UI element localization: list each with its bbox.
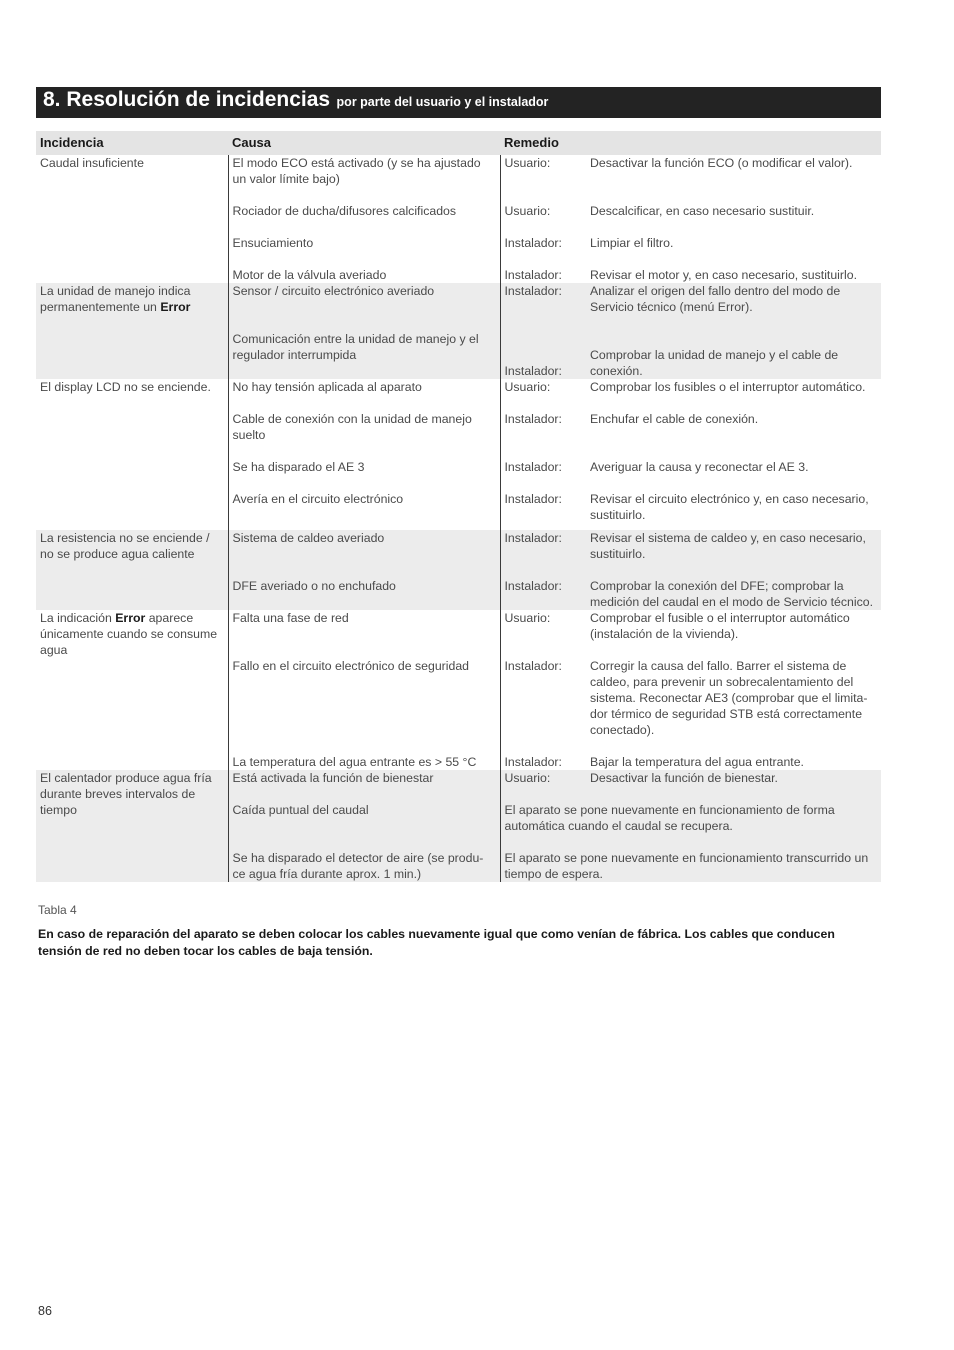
- remedio-cell: Descalcificar, en caso necesario sustituir.: [590, 204, 815, 218]
- incidencia-cell: Caudal insuficiente: [36, 155, 228, 283]
- table-row: [36, 530, 881, 562]
- responsable-cell: Instalador:: [504, 236, 562, 250]
- remedio-cell: Desactivar la función ECO (o modificar el valor).: [590, 156, 853, 170]
- causa-cell: Sistema de caldeo averiado: [228, 530, 500, 562]
- causa-cell: Falta una fase de red: [228, 610, 500, 642]
- remedio-cell: Revisar el circuito electrónico y, en caso necesario, sustituirlo.: [590, 492, 869, 522]
- causa-cell: DFE averiado o no enchufado: [228, 578, 500, 610]
- error-keyword: Error: [115, 611, 146, 625]
- remedio-cell: Comprobar los fusibles o el interruptor automático.: [590, 380, 866, 394]
- responsable-cell: Instalador:: [504, 412, 562, 426]
- remedio-cell: Limpiar el filtro.: [590, 236, 674, 250]
- responsable-cell: Usuario:: [504, 380, 551, 394]
- remedio-cell: Bajar la temperatura del agua entrante.: [590, 755, 804, 769]
- remedio-cell: Comprobar la conexión del DFE; comprobar la medición del caudal en el modo de Servicio técnico.: [586, 578, 881, 610]
- remedio-cell: Revisar el motor y, en caso necesario, sustituirlo.: [590, 268, 857, 282]
- remedio-cell: Comprobar el fusible o el interruptor automático (instalación de la vivienda).: [590, 611, 850, 641]
- remedio-cell: El aparato se pone nuevamente en funcionamiento transcurrido un tiempo de espera.: [500, 850, 881, 882]
- responsable-cell: Instalador:: [500, 530, 586, 562]
- error-keyword: Error: [160, 300, 191, 314]
- header-remedio: Remedio: [500, 131, 881, 155]
- causa-cell: Avería en el circuito electrónico: [228, 491, 500, 523]
- responsable-cell: Instalador:: [504, 492, 562, 506]
- incidencia-cell: El display LCD no se enciende.: [36, 379, 228, 523]
- troubleshooting-table: [36, 131, 881, 882]
- remedio-cell: Corregir la causa del fallo. Barrer el sistema de caldeo, para prevenir un sobrecalentamiento del sistema. Reconectar AE3 (comprobar que el limita-dor térmico de seguridad STB está correctamente conectado).: [590, 659, 868, 737]
- table-row: [36, 155, 881, 187]
- table-row: [36, 379, 881, 395]
- causa-cell: Rociador de ducha/difusores calcificados: [228, 203, 500, 219]
- incidencia-cell: La unidad de manejo indica permanentemente un Error: [36, 283, 228, 379]
- responsable-cell: Instalador:: [500, 283, 586, 315]
- header-incidencia: Incidencia: [36, 131, 228, 155]
- causa-cell: Sensor / circuito electrónico averiado: [228, 283, 500, 315]
- remedio-cell: Enchufar el cable de conexión.: [590, 412, 759, 426]
- header-causa: Causa: [228, 131, 500, 155]
- causa-cell: Ensuciamiento: [228, 235, 500, 251]
- page-number: 86: [38, 1304, 52, 1318]
- responsable-cell: Usuario:: [504, 156, 551, 170]
- repair-note: En caso de reparación del aparato se deben colocar los cables nuevamente igual que como venían de fábrica. Los cables que conducen tensión de red no deben tocar los cables de baja tensión.: [38, 927, 835, 958]
- causa-cell: No hay tensión aplicada al aparato: [228, 379, 500, 395]
- causa-cell: Caída puntual del caudal: [228, 802, 500, 834]
- causa-cell: El modo ECO está activado (y se ha ajustado un valor límite bajo): [228, 155, 500, 187]
- table-row: [36, 770, 881, 786]
- table-caption: Tabla 4: [38, 903, 77, 917]
- causa-cell: Se ha disparado el AE 3: [228, 459, 500, 475]
- responsable-cell: Usuario:: [504, 204, 551, 218]
- causa-cell: Cable de conexión con la unidad de manejo suelto: [228, 411, 500, 443]
- responsable-cell: Instalador:: [504, 460, 562, 474]
- remedio-cell: Desactivar la función de bienestar.: [586, 770, 881, 786]
- responsable-cell: Instalador:: [504, 755, 562, 769]
- responsable-cell: Instalador:: [500, 578, 586, 610]
- section-title-bar: [36, 87, 881, 118]
- table-header-row: [36, 131, 881, 155]
- remedio-cell: Averiguar la causa y reconectar el AE 3.: [590, 460, 809, 474]
- responsable-cell: Instalador:: [504, 268, 562, 282]
- table-row: [36, 283, 881, 315]
- section-title: 8. Resolución de incidencias: [43, 88, 331, 111]
- responsable-cell: Instalador:: [500, 331, 586, 379]
- section-subtitle: por parte del usuario y el instalador: [336, 95, 549, 109]
- responsable-cell: Usuario:: [500, 770, 586, 786]
- causa-cell: La temperatura del agua entrante es > 55 °C: [228, 754, 500, 770]
- remedio-cell: Analizar el origen del fallo dentro del modo de Servicio técnico (menú Error).: [586, 283, 881, 315]
- incidencia-cell: El calentador produce agua fría durante breves intervalos de tiempo: [36, 770, 228, 882]
- remedio-cell: Comprobar la unidad de manejo y el cable de conexión.: [586, 331, 881, 379]
- incidencia-cell: La indicación Error aparece únicamente cuando se consume agua: [36, 610, 228, 770]
- remedio-cell: Revisar el sistema de caldeo y, en caso necesario, sustituirlo.: [586, 530, 881, 562]
- causa-cell: Se ha disparado el detector de aire (se produ-ce agua fría durante aprox. 1 min.): [228, 850, 500, 882]
- causa-cell: Comunicación entre la unidad de manejo y el regulador interrumpida: [228, 331, 500, 379]
- causa-cell: Motor de la válvula averiado: [228, 267, 500, 283]
- table-row: [36, 610, 881, 642]
- causa-cell: Está activada la función de bienestar: [228, 770, 500, 786]
- remedio-cell: El aparato se pone nuevamente en funcionamiento de forma automática cuando el caudal se recupera.: [500, 802, 881, 834]
- responsable-cell: Usuario:: [504, 611, 551, 625]
- incidencia-cell: La resistencia no se enciende / no se produce agua caliente: [36, 530, 228, 610]
- causa-cell: Fallo en el circuito electrónico de seguridad: [228, 658, 500, 738]
- responsable-cell: Instalador:: [504, 659, 562, 673]
